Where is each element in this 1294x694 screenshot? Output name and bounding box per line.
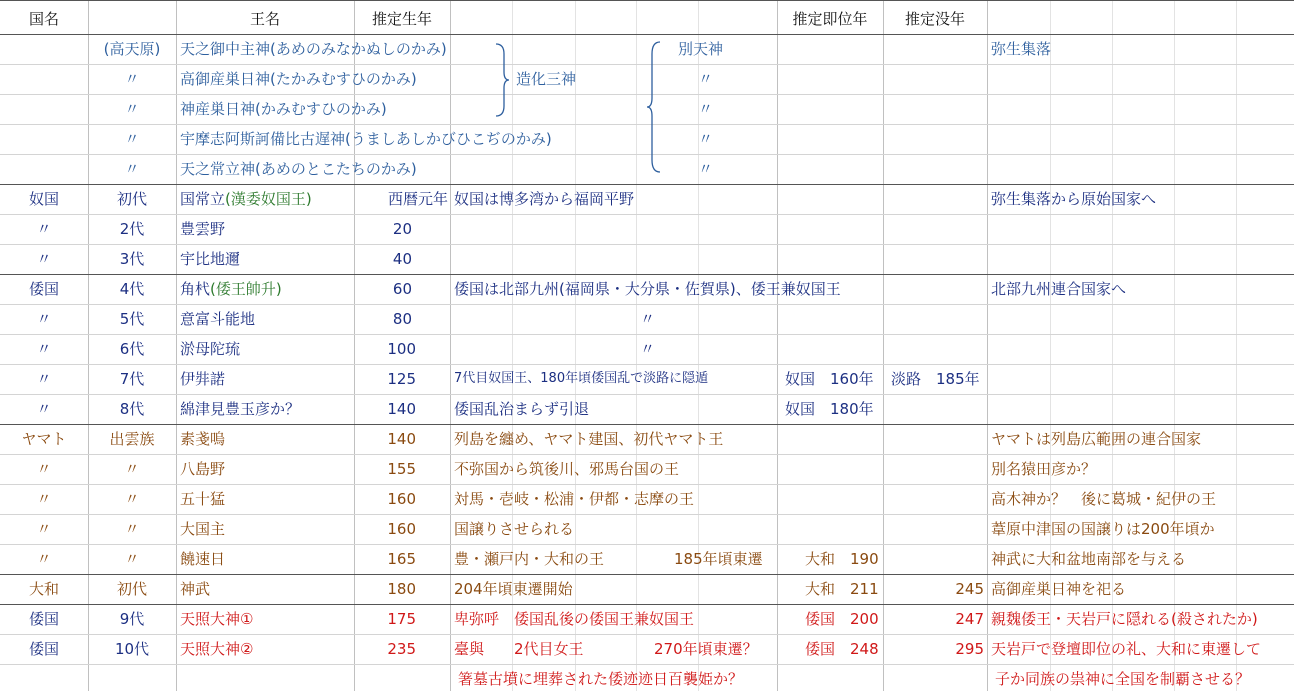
- ou-title: (倭王帥升): [210, 280, 282, 298]
- cell-desc-b[interactable]: 2代目女王: [514, 640, 584, 658]
- cell-desc[interactable]: 豊・瀬戸内・大和の王: [454, 550, 605, 568]
- cell-desc[interactable]: 奴国は博多湾から福岡平野: [454, 190, 635, 208]
- header-sokui[interactable]: 推定即位年: [792, 10, 868, 28]
- col-divider: [575, 0, 576, 691]
- cell-betsu[interactable]: 〃: [698, 160, 714, 178]
- cell-ou[interactable]: 素戔嗚: [180, 430, 226, 448]
- cell-note[interactable]: 天岩戸で登壇即位の礼、大和に東遷して: [991, 640, 1262, 658]
- cell-ou[interactable]: 八島野: [180, 460, 226, 478]
- cell-sei[interactable]: 80: [392, 310, 412, 328]
- cell-kuni[interactable]: 〃: [36, 340, 52, 358]
- cell-kuni[interactable]: 〃: [36, 370, 52, 388]
- cell-dai[interactable]: 〃: [124, 520, 140, 538]
- cell-sokui[interactable]: 大和 190: [805, 550, 879, 568]
- cell-sei[interactable]: 235: [387, 640, 416, 658]
- cell-desc[interactable]: 国譲りさせられる: [454, 520, 575, 538]
- cell-sokui[interactable]: 大和 211: [805, 580, 879, 598]
- cell-betsu[interactable]: 〃: [698, 130, 714, 148]
- col-divider: [1236, 0, 1237, 691]
- cell-sokui[interactable]: 奴国 160年: [785, 370, 874, 388]
- cell-kuni[interactable]: 〃: [36, 250, 52, 268]
- cell-ou[interactable]: [180, 274, 282, 304]
- cell-note[interactable]: 弥生集落から原始国家へ: [991, 190, 1157, 208]
- cell-sokui[interactable]: 倭国 200: [805, 610, 879, 628]
- cell-ou[interactable]: 綿津見豊玉彦か？: [180, 400, 301, 418]
- cell-dai[interactable]: 〃: [124, 490, 140, 508]
- cell-desc[interactable]: 箸墓古墳に埋葬された倭迹迹日百襲姫か？: [458, 670, 744, 688]
- cell-dai[interactable]: 〃: [124, 550, 140, 568]
- cell-note[interactable]: 親魏倭王・天岩戸に隠れる(殺されたか): [991, 610, 1258, 628]
- cell-dai[interactable]: 6代: [119, 340, 145, 358]
- cell-sei[interactable]: 160: [387, 520, 416, 538]
- cell-ou[interactable]: 天之御中主神(あめのみなかぬしのかみ): [180, 40, 447, 58]
- cell-desc[interactable]: 倭国乱治まらず引退: [454, 400, 590, 418]
- header-botsu[interactable]: 推定没年: [904, 10, 965, 28]
- cell-desc-extra[interactable]: 185年頃東遷: [674, 550, 763, 568]
- cell-ou[interactable]: 神武: [180, 580, 211, 598]
- cell-betsu[interactable]: 別天神: [678, 40, 724, 58]
- cell-sei[interactable]: 140: [387, 400, 416, 418]
- cell-kuni[interactable]: 奴国: [28, 190, 59, 208]
- header-ou[interactable]: 王名: [249, 10, 280, 28]
- cell-dai[interactable]: 出雲族: [109, 430, 155, 448]
- cell-kuni[interactable]: 倭国: [28, 280, 59, 298]
- cell-dai[interactable]: 8代: [119, 400, 145, 418]
- cell-sei[interactable]: 160: [387, 490, 416, 508]
- cell-dai[interactable]: 10代: [114, 640, 150, 658]
- ou-name: 角杙: [180, 280, 211, 298]
- cell-note[interactable]: 高木神か？ 後に葛城・紀伊の王: [991, 490, 1217, 508]
- cell-dai[interactable]: 5代: [119, 310, 145, 328]
- cell-ou[interactable]: 宇摩志阿斯訶備比古遅神(うましあしかびひこぢのかみ): [180, 130, 552, 148]
- cell-dai[interactable]: 4代: [119, 280, 145, 298]
- cell-dai[interactable]: 2代: [119, 220, 145, 238]
- cell-desc[interactable]: 204年頃東遷開始: [454, 580, 573, 598]
- cell-note[interactable]: ヤマトは列島広範囲の連合国家: [991, 430, 1202, 448]
- cell-desc-extra[interactable]: 270年頃東遷？: [654, 640, 758, 658]
- cell-sei[interactable]: 175: [387, 610, 416, 628]
- cell-desc[interactable]: 不弥国から筑後川、邪馬台国の王: [454, 460, 680, 478]
- cell-sokui[interactable]: 奴国 180年: [785, 400, 874, 418]
- ou-title: (漢委奴国王): [225, 190, 312, 208]
- cell-sei[interactable]: 140: [387, 430, 416, 448]
- cell-betsu[interactable]: 〃: [698, 100, 714, 118]
- cell-group[interactable]: 造化三神: [516, 70, 577, 88]
- col-divider: [176, 0, 177, 691]
- cell-ditto[interactable]: 〃: [640, 340, 656, 358]
- cell-desc[interactable]: 臺與: [454, 640, 485, 658]
- col-divider: [450, 0, 451, 691]
- cell-note[interactable]: 葦原中津国の国譲りは200年頃か: [991, 520, 1215, 538]
- cell-botsu[interactable]: 淡路 185年: [891, 370, 980, 388]
- cell-kuni[interactable]: 〃: [124, 130, 140, 148]
- cell-ditto[interactable]: 〃: [640, 310, 656, 328]
- col-divider: [777, 0, 778, 691]
- ou-name: 国常立: [180, 190, 226, 208]
- cell-betsu[interactable]: 〃: [698, 70, 714, 88]
- cell-kuni[interactable]: 〃: [36, 220, 52, 238]
- cell-desc[interactable]: 倭国は北部九州(福岡県・大分県・佐賀県)、倭王兼奴国王: [454, 280, 841, 298]
- cell-dai[interactable]: 初代: [116, 580, 147, 598]
- right-brace-icon: [494, 42, 510, 118]
- cell-desc[interactable]: 列島を纏め、ヤマト建国、初代ヤマト王: [454, 430, 724, 448]
- left-brace-icon: [646, 40, 662, 174]
- col-divider: [1174, 0, 1175, 691]
- cell-kuni[interactable]: 〃: [36, 490, 52, 508]
- cell-kuni[interactable]: 〃: [36, 520, 52, 538]
- cell-kuni[interactable]: 〃: [124, 160, 140, 178]
- cell-botsu[interactable]: 295: [955, 640, 984, 658]
- cell-sei[interactable]: 180: [387, 580, 416, 598]
- cell-kuni[interactable]: 倭国: [28, 640, 59, 658]
- cell-ou[interactable]: 天之常立神(あめのとこたちのかみ): [180, 160, 417, 178]
- col-divider: [636, 0, 637, 691]
- cell-note[interactable]: 弥生集落: [991, 40, 1052, 58]
- cell-kuni[interactable]: ヤマト: [21, 430, 67, 448]
- cell-dai[interactable]: 初代: [116, 190, 147, 208]
- cell-sei[interactable]: 165: [387, 550, 416, 568]
- cell-ou[interactable]: 天照大神②: [180, 640, 254, 658]
- cell-sei[interactable]: 60: [392, 280, 412, 298]
- col-divider: [987, 0, 988, 691]
- cell-sei[interactable]: 20: [392, 220, 412, 238]
- cell-ou[interactable]: 宇比地邇: [180, 250, 241, 268]
- cell-botsu[interactable]: 247: [955, 610, 984, 628]
- cell-ou[interactable]: 伊弉諾: [180, 370, 226, 388]
- header-kuni[interactable]: 国名: [28, 10, 59, 28]
- cell-ou[interactable]: 意富斗能地: [180, 310, 256, 328]
- cell-ou[interactable]: 豊雲野: [180, 220, 226, 238]
- cell-dai[interactable]: 3代: [119, 250, 145, 268]
- cell-note[interactable]: 高御産巣日神を祀る: [991, 580, 1127, 598]
- cell-kuni[interactable]: 倭国: [28, 610, 59, 628]
- cell-sokui[interactable]: 倭国 248: [805, 640, 879, 658]
- cell-desc[interactable]: 卑弥呼 倭国乱後の倭国王兼奴国王: [454, 610, 695, 628]
- cell-kuni[interactable]: 〃: [36, 460, 52, 478]
- cell-note[interactable]: 北部九州連合国家へ: [991, 280, 1127, 298]
- header-sei[interactable]: 推定生年: [371, 10, 432, 28]
- cell-sei[interactable]: 125: [387, 370, 416, 388]
- cell-kuni[interactable]: 〃: [36, 550, 52, 568]
- cell-sei[interactable]: 155: [387, 460, 416, 478]
- cell-botsu[interactable]: 245: [955, 580, 984, 598]
- row-divider: [0, 0, 1294, 1]
- cell-dai[interactable]: 9代: [119, 610, 145, 628]
- cell-desc[interactable]: 7代目奴国王、180年頃倭国乱で淡路に隠遁: [454, 371, 709, 386]
- cell-dai[interactable]: 〃: [124, 460, 140, 478]
- cell-sei[interactable]: 西暦元年: [387, 190, 448, 208]
- cell-ou[interactable]: 大国主: [180, 520, 226, 538]
- cell-sei[interactable]: 100: [387, 340, 416, 358]
- cell-kuni[interactable]: 大和: [28, 580, 59, 598]
- cell-ou[interactable]: 淤母陀琉: [180, 340, 241, 358]
- cell-note[interactable]: 神武に大和盆地南部を与える: [991, 550, 1187, 568]
- cell-kuni[interactable]: 〃: [36, 400, 52, 418]
- cell-kuni[interactable]: 〃: [36, 310, 52, 328]
- cell-note[interactable]: 子か同族の祟神に全国を制覇させる？: [995, 670, 1251, 688]
- cell-ou[interactable]: 天照大神①: [180, 610, 254, 628]
- cell-ou[interactable]: 高御産巣日神(たかみむすひのかみ): [180, 70, 417, 88]
- cell-ou[interactable]: [180, 184, 312, 214]
- cell-kuni[interactable]: (高天原): [103, 40, 161, 58]
- cell-ou[interactable]: 饒速日: [180, 550, 226, 568]
- cell-ou[interactable]: 五十猛: [180, 490, 226, 508]
- cell-kuni[interactable]: 〃: [124, 100, 140, 118]
- cell-desc[interactable]: 対馬・壱岐・松浦・伊都・志摩の王: [454, 490, 695, 508]
- cell-note[interactable]: 別名猿田彦か？: [991, 460, 1097, 478]
- cell-dai[interactable]: 7代: [119, 370, 145, 388]
- cell-sei[interactable]: 40: [392, 250, 412, 268]
- cell-ou[interactable]: 神産巣日神(かみむすひのかみ): [180, 100, 387, 118]
- cell-kuni[interactable]: 〃: [124, 70, 140, 88]
